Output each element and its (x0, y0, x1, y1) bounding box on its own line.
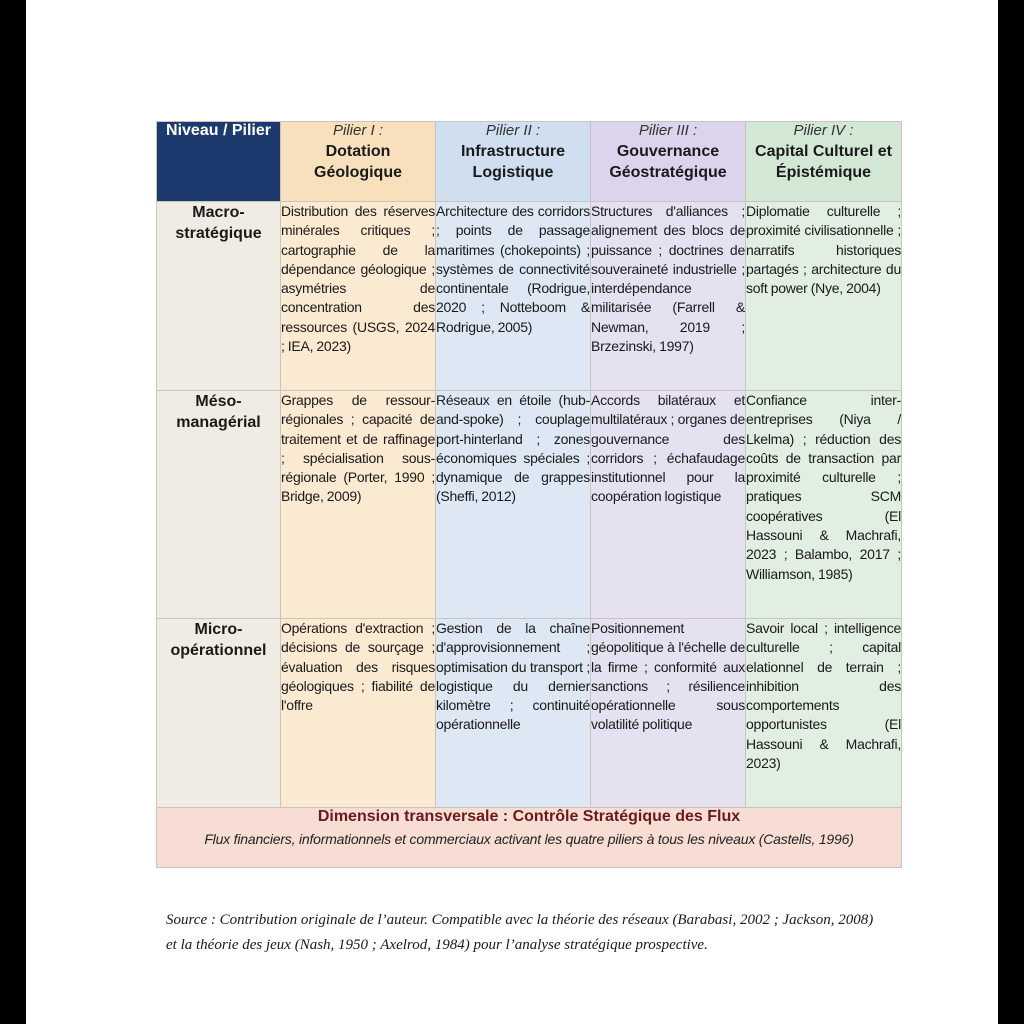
pillar-number: Pilier III : (638, 122, 698, 139)
pillar-title: Infrastructure Logistique (460, 143, 566, 181)
transversal-row (157, 808, 902, 868)
level-label-macro: Macro-stratégique (157, 202, 281, 391)
transversal-title: Dimension transversale : Contrôle Stratégique des Flux (317, 808, 741, 825)
table-row-macro (157, 202, 902, 391)
pillar-title: Gouvernance Géostratégique (609, 143, 727, 181)
table-cell: Réseaux en étoile (hub-and-spoke) ; couplage port-hinterland ; zones économiques spéciales ; dynamique de grappes (Sheffi, 2012) (436, 391, 591, 619)
pillar-header-2 (436, 122, 591, 202)
table-cell: Opérations d'extraction ; décisions de sourçage ; évaluation des risques géologiques ; fiabilité de l'offre (281, 619, 436, 808)
table-row-meso (157, 391, 902, 619)
table-cell: Distribution des réserves minérales critiques ; cartographie de la dépendance géologique ; asymétries de concentration des ressources (USGS, 2024 ; IEA, 2023) (281, 202, 436, 391)
pillar-header-1 (281, 122, 436, 202)
table-header-row (157, 122, 902, 202)
pillar-header-4 (746, 122, 902, 202)
framework-table (156, 121, 902, 868)
document-page (26, 0, 998, 1024)
pillar-title: Dotation Géologique (314, 143, 402, 181)
corner-header: Niveau / Pilier (157, 122, 281, 202)
level-label-meso: Méso-managérial (157, 391, 281, 619)
pillar-number: Pilier IV : (793, 122, 854, 139)
table-cell: Gestion de la chaîne d'approvisionnement ; optimisation du transport ; logistique du dernier kilomètre ; continuité opérationnelle (436, 619, 591, 808)
pillar-title: Capital Culturel et Épistémique (755, 143, 892, 181)
table-cell: Grappes de ressour-régionales ; capacité de traitement et de raffinage ; spécialisation sous-régionale (Porter, 1990 ; Bridge, 2009) (281, 391, 436, 619)
transversal-band (157, 808, 902, 868)
table-row-micro (157, 619, 902, 808)
pillar-header-3 (591, 122, 746, 202)
source-line-1: Source : Contribution originale de l’auteur. Compatible avec la théorie des réseaux (Barabasi, 2002 ; Jackson, 2008) (166, 912, 874, 928)
table-cell: Positionnement géopolitique à l'échelle de la firme ; conformité aux sanctions ; résilience opérationnelle sous volatilité politique (591, 619, 746, 808)
framework-table-wrapper (156, 121, 901, 867)
table-cell: Architecture des corridors ; points de passage maritimes (chokepoints) ; systèmes de connectivité continentale (Rodrigue, 2020 ; Notteboom & Rodrigue, 2005) (436, 202, 591, 391)
pillar-number: Pilier II : (485, 122, 541, 139)
table-cell: Confiance inter-entreprises (Niya / Lkelma) ; réduction des coûts de transaction par proximité culturelle ; pratiques SCM coopératives (El Hassouni & Machrafi, 2023 ; Balambo, 2017 ; Williamson, 1985) (746, 391, 902, 619)
source-line-2: et la théorie des jeux (Nash, 1950 ; Axelrod, 1984) pour l’analyse stratégique prospective. (166, 937, 708, 953)
table-cell: Accords bilatéraux et multilatéraux ; organes de gouvernance des corridors ; échafaudage institutionnel pour la coopération logistique (591, 391, 746, 619)
table-cell: Structures d'alliances ; alignement des blocs de puissance ; doctrines de souveraineté industrielle ; interdépendance militarisée (Farrell & Newman, 2019 ; Brzezinski, 1997) (591, 202, 746, 391)
pillar-number: Pilier I : (332, 122, 383, 139)
table-cell: Diplomatie culturelle ; proximité civilisationnelle ; narratifs historiques partagés ; architecture du soft power (Nye, 2004) (746, 202, 902, 391)
source-note (166, 908, 916, 958)
level-label-micro: Micro-opérationnel (157, 619, 281, 808)
transversal-description: Flux financiers, informationnels et commerciaux activant les quatre piliers à tous les niveaux (Castells, 1996) (204, 831, 854, 847)
table-cell: Savoir local ; intelligence culturelle ; capital elationnel de terrain ; inhibition des comportements opportunistes (El Hassouni & Machrafi, 2023) (746, 619, 902, 808)
